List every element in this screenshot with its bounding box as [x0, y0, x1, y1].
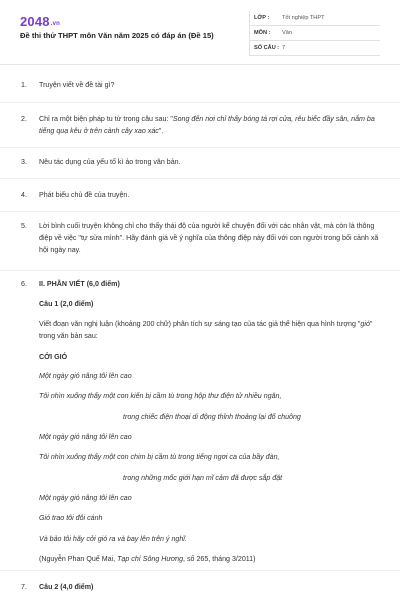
- meta-table: [249, 11, 380, 56]
- page-header: [0, 0, 400, 64]
- question-number: 4.: [21, 191, 27, 199]
- poem-line: Gió trao tôi đôi cánh: [39, 514, 103, 522]
- question-number: 3.: [21, 158, 27, 166]
- question-text-part: ".: [158, 127, 164, 136]
- meta-value: Văn: [282, 30, 292, 36]
- poem-source: [39, 553, 379, 565]
- question-text-part: Chỉ ra một biện pháp tu từ trong câu sau: ": [39, 115, 173, 123]
- poem-line: Tôi nhìn xuống thấy một con kiến bị cầm tù trong hộp thư điện tử nhiều ngăn,: [39, 392, 282, 400]
- sub-question-title: Câu 1 (2,0 điểm): [39, 300, 94, 308]
- meta-key: SỐ CÂU :: [254, 45, 280, 51]
- poem-line: Và bảo tôi hãy cởi gió ra và bay lên trên ý nghĩ.: [39, 535, 187, 543]
- prompt-part: Viết đoạn văn nghị luận (khoảng 200 chữ) phân tích sự sáng tạo của tác giả thể hiện qua hình tượng ": [39, 320, 361, 328]
- prompt-italic: gió: [360, 320, 370, 328]
- question-number: 6.: [21, 280, 27, 288]
- meta-key: MÔN :: [254, 30, 271, 36]
- question-text: Lời bình cuối truyện không chỉ cho thấy thái độ của người kể chuyện đối với các nhân vật, mà còn là thông điệp về việc "tự sửa mình". Hãy đánh giá về ý nghĩa của thông điệp này đối với con người trong bối cảnh xã hội ngày nay.: [39, 222, 379, 255]
- question-divider: [0, 270, 400, 271]
- document-title: Đề thi thử THPT môn Văn năm 2025 có đáp án (Đề 15): [20, 31, 214, 40]
- logo-suffix: .vn: [50, 21, 61, 27]
- meta-row-count: [250, 41, 380, 56]
- poem-line: trong chiếc điện thoại di động thỉnh thoảng lại đổ chuông: [123, 413, 301, 421]
- question-text: Phát biểu chủ đề của truyện.: [39, 191, 130, 199]
- logo-text: 2048: [20, 14, 50, 29]
- source-journal: Tạp chí Sông Hương: [117, 555, 184, 563]
- question-divider: [0, 102, 400, 103]
- question-text: Truyện viết về đề tài gì?: [39, 81, 115, 89]
- question-text: Nêu tác dụng của yếu tố kì ảo trong văn bản.: [39, 158, 181, 166]
- poem-line: Một ngày gió nâng tôi lên cao: [39, 494, 132, 502]
- poem-line: Một ngày gió nâng tôi lên cao: [39, 372, 132, 380]
- meta-row-class: [250, 11, 380, 26]
- question-divider: [0, 570, 400, 571]
- question-number: 2.: [21, 115, 27, 123]
- poem-title: CỞI GIÓ: [39, 353, 68, 361]
- source-part: (Nguyễn Phan Quế Mai,: [39, 555, 118, 563]
- question-number: 1.: [21, 81, 27, 89]
- prompt-part: " trong văn bản sau:: [39, 320, 373, 341]
- question-divider: [0, 147, 400, 148]
- question-number: 7.: [21, 583, 27, 591]
- site-logo[interactable]: [20, 14, 60, 29]
- question-prompt: [39, 318, 379, 342]
- question-number: 5.: [21, 222, 27, 230]
- question-divider: [0, 211, 400, 212]
- question-quote: Song đến nơi chỉ thấy bóng tá rợi cửa, rêu biếc đầy sân, nắm ba tiếng quạ kêu ở trên cành cây xao xác: [39, 115, 375, 136]
- header-divider: [0, 64, 400, 65]
- meta-value: Tốt nghiệp THPT: [282, 15, 325, 21]
- meta-value: 7: [282, 45, 286, 51]
- question-divider: [0, 178, 400, 179]
- poem-line: Một ngày gió nâng tôi lên cao: [39, 433, 132, 441]
- meta-key: LỚP :: [254, 15, 270, 21]
- sub-question-title: Câu 2 (4,0 điểm): [39, 583, 94, 591]
- source-part: , số 265, tháng 3/2011): [183, 555, 256, 563]
- question-text: [39, 113, 379, 137]
- poem-line: Tôi nhìn xuống thấy một con chim bị cầm tù trong tiếng ngơi ca của bầy đàn,: [39, 453, 280, 461]
- poem-line: trong những mốc giới hạn mĩ cảm đã được sắp đặt: [123, 474, 283, 482]
- section-heading: II. PHẦN VIẾT (6,0 điểm): [39, 280, 120, 288]
- meta-row-subject: [250, 26, 380, 41]
